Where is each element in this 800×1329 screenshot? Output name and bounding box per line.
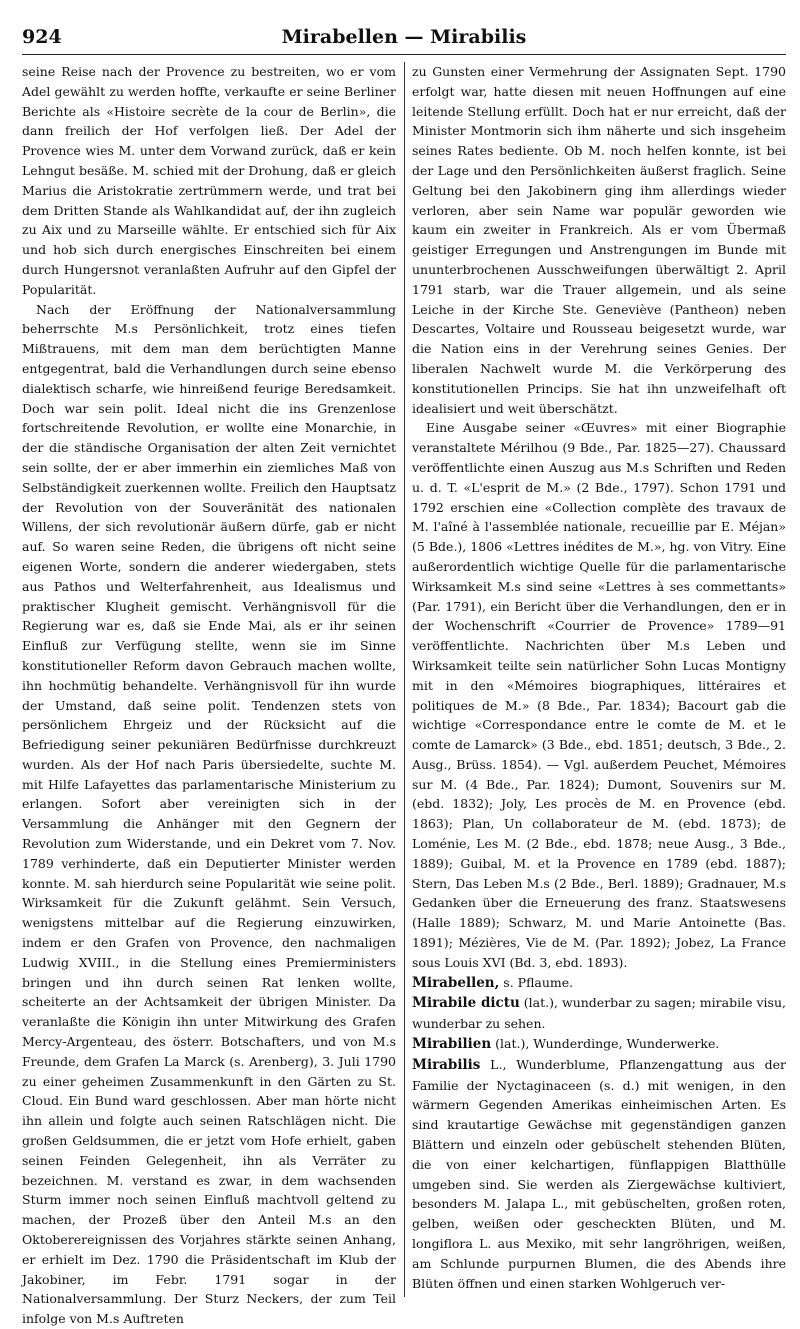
- column-divider: [404, 62, 405, 1297]
- text-columns: [22, 62, 786, 1327]
- page-header: [22, 22, 786, 55]
- right-column: [412, 62, 786, 1297]
- entry-mirabilis: [412, 1055, 786, 1294]
- entry-headword: Mirabellen,: [412, 974, 500, 991]
- left-paragraph-2: Nach der Eröffnung der Nationalversammlung beherrschte M.s Persönlichkeit, trotz eines tiefen Mißtrauens, mit dem man dem berüchtigten Manne entgegentrat, bald die Verhandlungen durch seine ebenso dialektisch scharfe, wie hinreißend feurige Beredsamkeit. Doch war sein polit. Ideal nicht die ins Grenzenlose fortschreitende Revolution, er wollte eine Monarchie, in der die ständische Organisation der alten Zeit vernichtet sein sollte, der er aber immerhin ein ziemliches Maß von Selbständigkeit zuerkennen wollte. Freilich den Hauptsatz der Revolution von der Souveränität des nationalen Willens, der sich revolutionär äußern dürfe, gab er nicht auf. So waren seine Reden, die übrigens oft nicht seine eigenen Worte, sondern die anderer wiedergaben, stets aus Pathos und Welterfahrenheit, aus Idealismus und praktischer Klugheit gemischt. Verhängnisvoll für die Regierung war es, daß sie Ende Mai, als er ihr seinen Einfluß zur Verfügung stellte, wenn sie im Sinne konstitutioneller Reform davon Gebrauch machen wollte, ihn hochmütig behandelte. Verhängnisvoll für ihn wurde der Umstand, daß seine polit. Tendenzen stets von persönlichem Ehrgeiz und der Rücksicht auf die Befriedigung seiner pekuniären Bedürfnisse durchkreuzt wurden. Als der Hof nach Paris übersiedelte, suchte M. mit Hilfe Lafayettes das parlamentarische Ministerium zu erlangen. Sofort aber vereinigten sich in der Versammlung die Anhänger mit den Gegnern der Revolution zum Widerstande, und ein Dekret vom 7. Nov. 1789 verhinderte, daß ein Deputierter Minister werden konnte. M. sah hierdurch seine Popularität wie seine polit. Wirksamkeit für die Zukunft gelähmt. Sein Versuch, wenigstens mittelbar auf die Regierung einzuwirken, indem er den Grafen von Provence, den nachmaligen Ludwig XVIII., in die Stellung eines Premierministers bringen und ihn durch seinen Rat lenken wollte, scheiterte an der Achtsamkeit der übrigen Minister. Da veranlaßte die Königin ihn unter Mitwirkung des Grafen Mercy-Argenteau, des österr. Botschafters, und von M.s Freunde, dem Grafen La Marck (s. Arenberg), 3. Juli 1790 zu einer geheimen Zusammenkunft in den Gärten zu St. Cloud. Ein Bund ward geschlossen. Aber man hörte nicht ihn allein und folgte auch seinen Ratschlägen nicht. Die großen Geldsummen, die er jetzt vom Hofe erhielt, gaben seinen Feinden Gelegenheit, ihn als Verräter zu bezeichnen. M. verstand es zwar, in dem wachsenden Sturm immer noch seinen Einfluß machtvoll geltend zu machen, der Prozeß über den Anteil M.s an den Oktoberereignissen des Vorjahres stärkte seinen Anhang, er erhielt im Dez. 1790 die Präsidentschaft im Klub der Jakobiner, im Febr. 1791 sogar in der Nationalversammlung. Der Sturz Neckers, der zum Teil infolge von M.s Auftreten: [22, 301, 396, 1327]
- entry-mirabile-dictu: [412, 993, 786, 1034]
- right-paragraph-1: zu Gunsten einer Vermehrung der Assignaten Sept. 1790 erfolgt war, hatte diesen mit neuen Hoffnungen auf eine leitende Stellung erfüllt. Doch hat er nur erreicht, daß der Minister Montmorin sich ihm näherte und sich insgeheim seines Rates bediente. Ob M. noch helfen konnte, ist bei der Lage und den Persönlichkeiten äußerst fraglich. Seine Geltung bei den Jakobinern ging ihm allerdings wieder verloren, aber sein Name war populär geworden wie kaum ein zweiter in Frankreich. Als er vom Übermaß geistiger Erregungen und Anstrengungen im Bunde mit ununterbrochenen Ausschweifungen überwältigt 2. April 1791 starb, war die Trauer allgemein, und als seine Leiche in der Kirche Ste. Geneviève (Pantheon) neben Descartes, Voltaire und Rousseau beigesetzt wurde, war die Nation eins in der Verehrung seines Genies. Der liberalen Nachwelt wurde M. die Verkörperung des konstitutionellen Princips. Sie hat ihn unzweifelhaft oft idealisiert und weit überschätzt.: [412, 64, 786, 416]
- entry-text: (lat.), wunderbar zu sagen; mirabile visu, wunderbar zu sehen.: [412, 995, 786, 1032]
- running-head: Mirabellen — Mirabilis: [281, 26, 527, 48]
- entry-headword: Mirabilis: [412, 1056, 481, 1073]
- entry-text: s. Pflaume.: [499, 974, 574, 990]
- entry-mirabilien: [412, 1034, 786, 1055]
- entry-text: (lat.), Wunderdinge, Wunderwerke.: [491, 1036, 720, 1052]
- left-paragraph-1: seine Reise nach der Provence zu bestreiten, wo er vom Adel gewählt zu werden hoffte, verkaufte er seine Berliner Berichte als «Histoire secrète de la cour de Berlin», die dann freilich der Hof verfolgen ließ. Der Adel der Provence wies M. unter dem Vorwand zurück, daß er kein Lehngut besäße. M. schied mit der Drohung, daß er gleich Marius die Aristokratie zertrümmern werde, und trat bei dem Dritten Stande als Wahlkandidat auf, der ihn zugleich zu Aix und zu Marseille wählte. Er entschied sich für Aix und hob sich durch energisches Einschreiten bei einem durch Hungersnot veranlaßten Aufruhr auf den Gipfel der Popularität.: [22, 64, 396, 297]
- entry-headword: Mirabile dictu: [412, 995, 520, 1012]
- entry-text: L., Wunderblume, Pflanzengattung aus der Familie der Nyctaginaceen (s. d.) mit wenigen, in den wärmern Gegenden Amerikas einheimischen Arten. Es sind krautartige Gewächse mit gegenständigen ganzen Blättern und einzeln oder gebüschelt stehenden Blüten, die von einer kelchartigen, fünflappigen Blatthülle umgeben sind. Sie werden als Ziergewächse kultiviert, besonders M. Jalapa L., mit gebüschelten, großen roten, gelben, weißen oder gescheckten Blüten, und M. longiflora L. aus Mexiko, mit sehr langröhrigen, weißen, am Schlunde purpurnen Blumen, die des Abends ihre Blüten öffnen und einen starken Wohlgeruch ver-: [412, 1056, 786, 1291]
- right-paragraph-2: Eine Ausgabe seiner «Œuvres» mit einer Biographie veranstaltete Mérilhou (9 Bde., Par. 1825—27). Chaussard veröffentlichte einen Auszug aus M.s Schriften und Reden u. d. T. «L'esprit de M.» (2 Bde., 1797). Schon 1791 und 1792 erschien eine «Collection complète des travaux de M. l'aîné à l'assemblée nationale, recueillie par E. Méjan» (5 Bde.), 1806 «Lettres inédites de M.», hg. von Vitry. Eine außerordentlich wichtige Quelle für die parlamentarische Wirksamkeit M.s sind seine «Lettres à ses commettants» (Par. 1791), ein Bericht über die Verhandlungen, den er in der Wochenschrift «Courrier de Provence» 1789—91 veröffentlichte. Nachrichten über M.s Leben und Wirksamkeit teilte sein natürlicher Sohn Lucas Montigny mit in den «Mémoires biographiques, littéraires et politiques de M.» (8 Bde., Par. 1834); Bacourt gab die wichtige «Correspondance entre le comte de M. et le comte de Lamarck» (3 Bde., ebd. 1851; deutsch, 3 Bde., 2. Ausg., Brüss. 1854). — Vgl. außerdem Peuchet, Mémoires sur M. (4 Bde., Par. 1824); Dumont, Souvenirs sur M. (ebd. 1832); Joly, Les procès de M. en Provence (ebd. 1863); Plan, Un collaborateur de M. (ebd. 1873); de Loménie, Les M. (2 Bde., ebd. 1878; neue Ausg., 3 Bde., 1889); Guibal, M. et la Provence en 1789 (ebd. 1887); Stern, Das Leben M.s (2 Bde., Berl. 1889); Gradnauer, M.s Gedanken über die Erneuerung des franz. Staatswesens (Halle 1889); Schwarz, M. und Marie Antoinette (Bas. 1891); Mézières, Vie de M. (Par. 1892); Jobez, La France sous Louis XVI (Bd. 3, ebd. 1893).: [412, 420, 786, 970]
- left-column: [22, 62, 396, 1327]
- entry-headword: Mirabilien: [412, 1036, 492, 1053]
- page-number: 924: [22, 26, 62, 48]
- entry-mirabellen: [412, 973, 786, 994]
